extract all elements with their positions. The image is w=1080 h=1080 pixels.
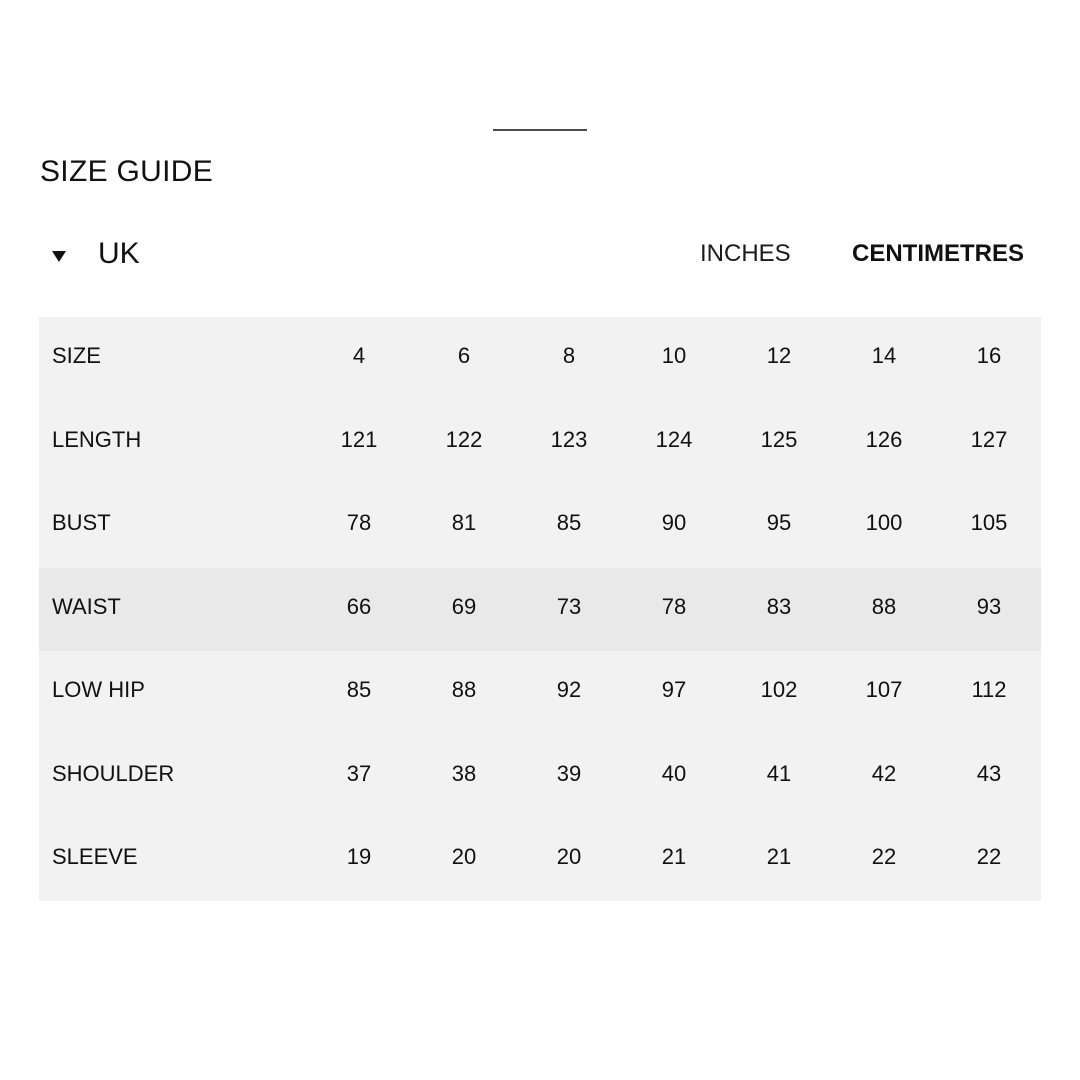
table-cell: 93 (976, 593, 1002, 619)
table-row-length (39, 401, 1041, 485)
table-cell: 102 (760, 677, 798, 702)
table-cell: 81 (451, 510, 477, 535)
unit-toggle-inches[interactable]: INCHES (700, 240, 791, 267)
region-selector[interactable] (48, 234, 140, 274)
table-cell: 40 (661, 760, 687, 786)
table-cell: 4 (352, 343, 366, 368)
table-cell: 22 (871, 844, 897, 869)
table-row-sleeve (39, 818, 1041, 902)
sheet-drag-handle[interactable] (493, 129, 587, 131)
table-cell: 19 (346, 844, 372, 869)
row-label: LENGTH (52, 426, 142, 452)
row-label: WAIST (52, 593, 121, 619)
table-cell: 10 (661, 343, 687, 368)
caret-down-icon (48, 244, 70, 264)
table-cell: 100 (865, 510, 903, 535)
table-cell: 125 (760, 426, 798, 452)
table-cell: 8 (562, 343, 576, 368)
table-cell: 12 (766, 343, 792, 368)
table-cell: 37 (346, 760, 372, 786)
table-cell: 88 (871, 593, 897, 619)
table-cell: 92 (556, 677, 582, 702)
table-row-size (39, 317, 1041, 401)
row-label: LOW HIP (52, 677, 145, 702)
table-cell: 6 (457, 343, 471, 368)
row-label: SIZE (52, 343, 101, 368)
table-cell: 14 (871, 343, 897, 368)
table-cell: 69 (451, 593, 477, 619)
table-cell: 90 (661, 510, 687, 535)
table-cell: 16 (976, 343, 1002, 368)
table-cell: 127 (970, 426, 1008, 452)
footer-text-clipped (40, 948, 1040, 964)
table-cell: 121 (340, 426, 378, 452)
row-label: BUST (52, 510, 111, 535)
page-title: SIZE GUIDE (40, 155, 214, 188)
table-cell: 38 (451, 760, 477, 786)
table-cell: 124 (655, 426, 693, 452)
table-row-bust (39, 484, 1041, 568)
table-cell: 42 (871, 760, 897, 786)
table-cell: 105 (970, 510, 1008, 535)
table-cell: 20 (451, 844, 477, 869)
table-cell: 85 (346, 677, 372, 702)
table-cell: 85 (556, 510, 582, 535)
table-cell: 88 (451, 677, 477, 702)
table-cell: 39 (556, 760, 582, 786)
table-row-waist (39, 568, 1041, 652)
size-table (39, 317, 1041, 901)
table-cell: 122 (445, 426, 483, 452)
table-cell: 41 (766, 760, 792, 786)
table-cell: 43 (976, 760, 1002, 786)
table-cell: 97 (661, 677, 687, 702)
table-cell: 78 (661, 593, 687, 619)
table-cell: 22 (976, 844, 1002, 869)
table-cell: 21 (766, 844, 792, 869)
table-cell: 83 (766, 593, 792, 619)
table-cell: 95 (766, 510, 792, 535)
table-cell: 73 (556, 593, 582, 619)
row-label: SHOULDER (52, 760, 175, 786)
table-cell: 126 (865, 426, 903, 452)
table-cell: 123 (550, 426, 588, 452)
table-cell: 20 (556, 844, 582, 869)
table-cell: 21 (661, 844, 687, 869)
region-label: UK (98, 237, 140, 270)
table-row-shoulder (39, 735, 1041, 819)
table-cell: 107 (865, 677, 903, 702)
table-cell: 66 (346, 593, 372, 619)
table-row-low-hip (39, 651, 1041, 735)
row-label: SLEEVE (52, 844, 138, 869)
unit-toggle-centimetres[interactable]: CENTIMETRES (852, 240, 1025, 267)
table-cell: 112 (971, 677, 1007, 702)
table-cell: 78 (346, 510, 372, 535)
